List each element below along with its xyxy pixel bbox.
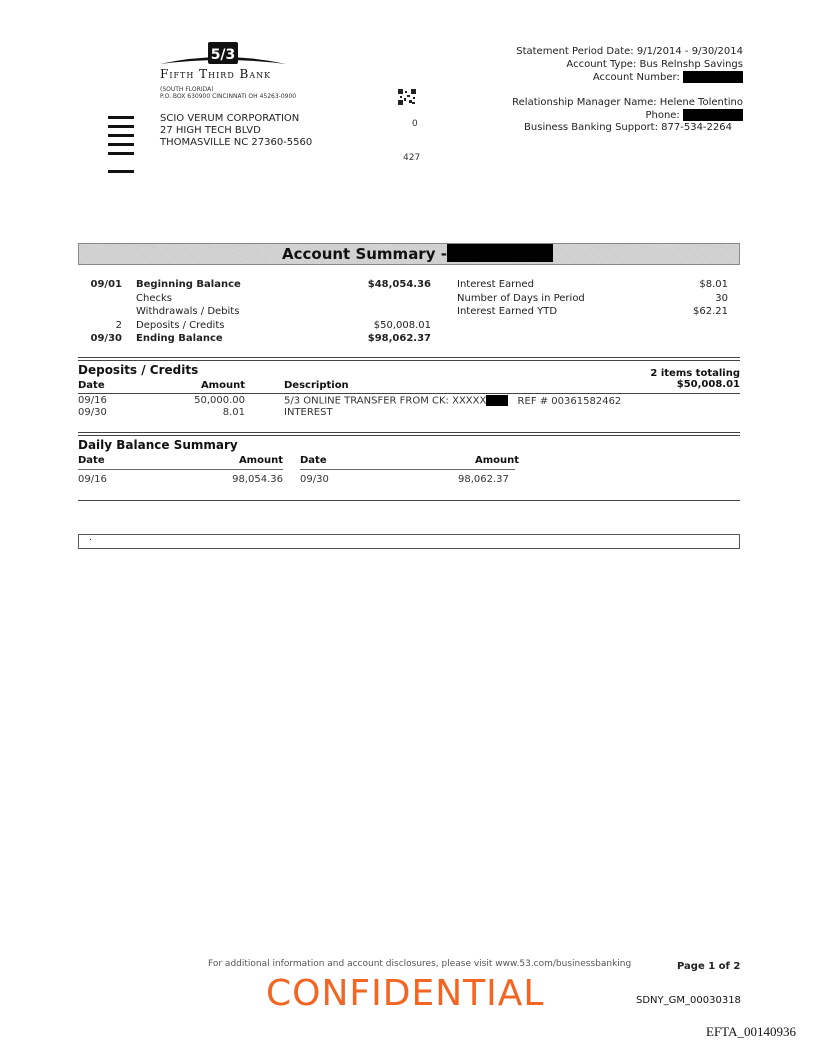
statement-info [516, 45, 743, 84]
divider [78, 393, 740, 394]
account-type: Account Type: Bus Relnshp Savings [566, 59, 743, 70]
table-row-amount: 8.01 [222, 407, 245, 418]
bates-number: SDNY_GM_00030318 [636, 995, 741, 1006]
summary-row: 09/30 Ending Balance $98,062.37 [90, 333, 431, 344]
col-date: Date [78, 380, 105, 391]
side-number-b: 427 [403, 153, 421, 163]
summary-row: 2 Deposits / Credits $50,008.01 [115, 319, 431, 331]
col-amount: Amount [200, 380, 245, 391]
daily-row-amount-2: 98,062.37 [458, 474, 509, 485]
divider [78, 435, 740, 436]
interest-summary: Interest Earned $8.01 Number of Days in Period 30 Interest Earned YTD $62.21 [457, 279, 728, 317]
table-row-date: 09/16 [78, 395, 107, 406]
page-number: Page 1 of 2 [677, 961, 741, 972]
manager-name: Relationship Manager Name: Helene Tolentino [512, 97, 743, 108]
manager-phone: Phone: [512, 109, 743, 122]
daily-row-date-2: 09/30 [300, 474, 329, 485]
divider [300, 469, 515, 470]
account-summary-title: Account Summary - [282, 244, 553, 263]
daily-row-date: 09/16 [78, 474, 107, 485]
disclosure-note: For additional information and account disclosures, please visit www.53.com/businessbanking [208, 959, 632, 969]
col-date-2: Date [300, 455, 327, 466]
col-description: Description [284, 380, 349, 391]
bank-address: (SOUTH FLORIDA) P.O. BOX 630900 CINCINNATI OH 45263-0900 [160, 86, 297, 100]
table-row-date: 09/30 [78, 407, 107, 418]
deposits-title: Deposits / Credits [78, 363, 199, 377]
customer-address: SCIO VERUM CORPORATION 27 HIGH TECH BLVD THOMASVILLE NC 27360-5560 [160, 113, 313, 148]
summary-row: Withdrawals / Debits [136, 306, 240, 317]
table-row-description: 5/3 ONLINE TRANSFER FROM CK: XXXXX REF # 00361582462 [284, 395, 622, 407]
side-number-a: 0 [412, 119, 418, 129]
support-line: Business Banking Support: 877-534-2264 [524, 122, 732, 133]
summary-row: 09/01 Beginning Balance $48,054.36 [90, 279, 431, 290]
table-row-amount: 50,000.00 [194, 395, 245, 406]
table-row-description: INTEREST [284, 407, 333, 418]
deposits-total: 2 items totaling $50,008.01 [650, 368, 740, 390]
mail-barcode [108, 116, 134, 180]
col-amount-2: Amount [475, 455, 520, 466]
summary-balances [80, 278, 431, 346]
statement-period: Statement Period Date: 9/1/2014 - 9/30/2014 [516, 46, 743, 57]
divider [78, 500, 740, 501]
col-date: Date [78, 455, 105, 466]
message-box: . [78, 534, 740, 549]
divider [78, 360, 740, 361]
summary-row: Checks [136, 292, 172, 304]
col-amount: Amount [238, 455, 283, 466]
daily-row-amount: 98,054.36 [232, 474, 283, 485]
svg-text:5/3: 5/3 [210, 47, 236, 63]
account-number: Account Number: [516, 71, 743, 84]
bank-name: Fifth Third Bank [160, 67, 272, 81]
qr-code-icon [398, 89, 416, 105]
divider [78, 357, 740, 358]
divider [78, 469, 283, 470]
daily-balance-title: Daily Balance Summary [78, 438, 238, 452]
divider [78, 432, 740, 433]
efta-number: EFTA_00140936 [706, 1024, 796, 1039]
confidential-stamp: CONFIDENTIAL [266, 973, 545, 1014]
manager-info [512, 97, 743, 134]
